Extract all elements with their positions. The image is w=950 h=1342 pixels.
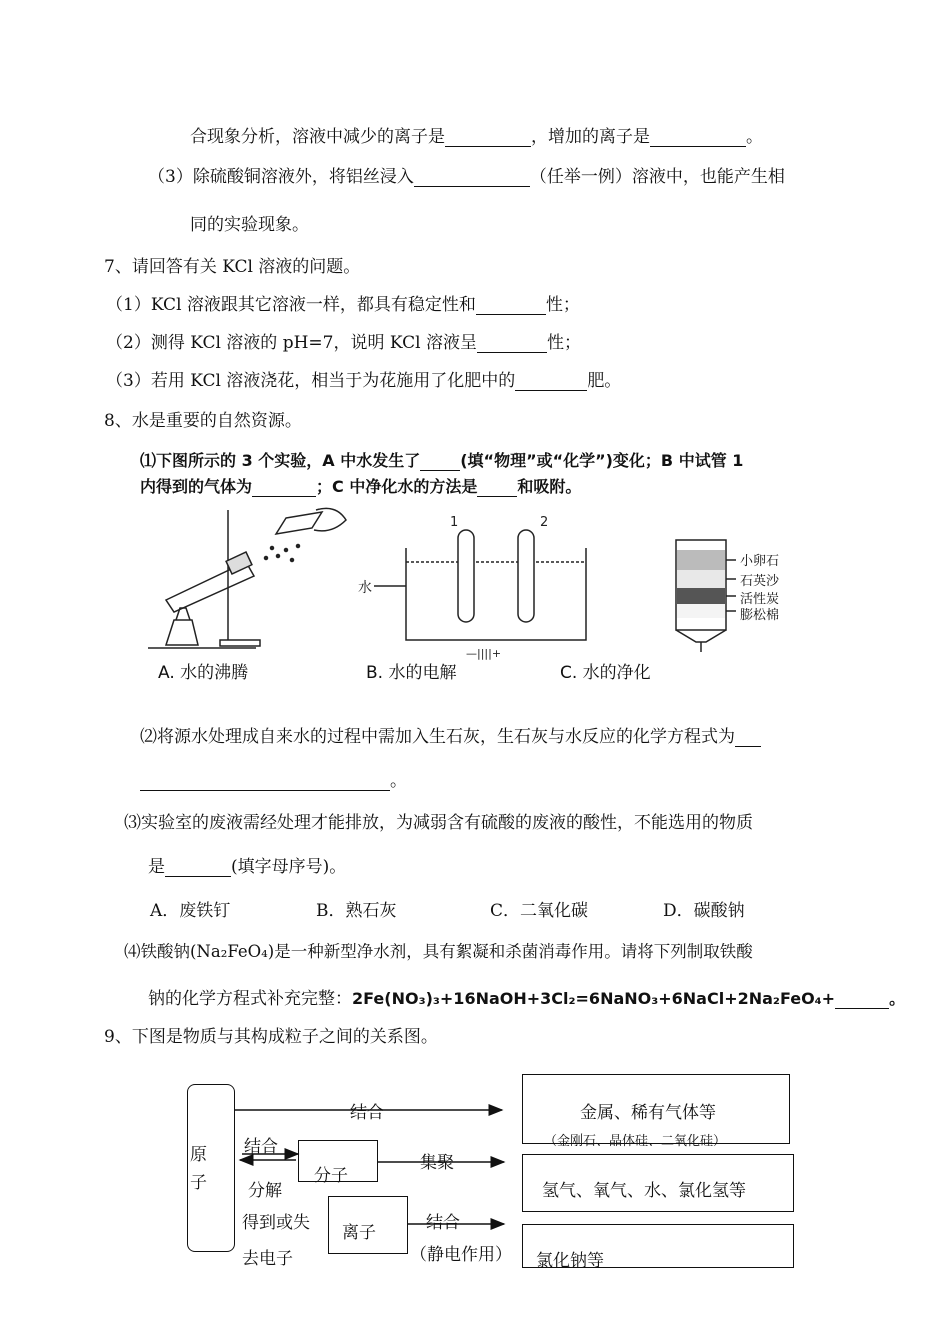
q6-line-3: 同的实验现象。 <box>190 215 309 235</box>
answer-blank[interactable] <box>477 335 547 353</box>
q9-title: 9、下图是物质与其构成粒子之间的关系图。 <box>104 1027 438 1047</box>
q7-title: 7、请回答有关 KCl 溶液的问题。 <box>104 257 361 277</box>
q8-sub2-line-2: 。 <box>140 766 407 791</box>
molecule-label: 分子 <box>314 1166 348 1186</box>
answer-blank[interactable] <box>650 129 746 147</box>
answer-blank[interactable] <box>515 373 587 391</box>
figure-caption-a: A. 水的沸腾 <box>158 663 249 683</box>
answer-blank[interactable] <box>476 297 546 315</box>
arrow-label-gather: 集聚 <box>420 1153 454 1173</box>
metal-sublabel: （金刚石、晶体硅、二氧化硅） <box>544 1134 727 1149</box>
atom-label-1: 原 <box>190 1145 207 1165</box>
arrow-label-combine-ion: 结合 <box>426 1213 460 1233</box>
option-c[interactable]: C．二氧化碳 <box>490 901 589 921</box>
figure-caption-c: C. 水的净化 <box>560 663 651 683</box>
ionic-substance-label: 氯化钠等 <box>536 1251 604 1271</box>
battery-label: —||||+ <box>466 647 502 660</box>
arrow-label-decompose: 分解 <box>248 1181 282 1201</box>
q8-sub3-line-1: ⑶实验室的废液需经处理才能排放，为减弱含有硫酸的废液的酸性，不能选用的物质 <box>124 813 753 833</box>
answer-blank[interactable] <box>735 729 761 747</box>
answer-blank[interactable] <box>140 773 390 791</box>
q8-sub2-line-1: ⑵将源水处理成自来水的过程中需加入生石灰，生石灰与水反应的化学方程式为 <box>140 722 761 747</box>
tube-1-label: 1 <box>450 515 459 530</box>
q8-sub4-line-1: ⑷铁酸钠(Na₂FeO₄)是一种新型净水剂，具有絮凝和杀菌消毒作用。请将下列制取铁酸 <box>124 942 753 961</box>
option-a[interactable]: A．废铁钉 <box>150 901 231 921</box>
boiling-apparatus <box>148 508 346 648</box>
q8-sub1-line-2: 内得到的气体为 ；C 中净化水的方法是 和吸附。 <box>140 477 582 496</box>
answer-blank[interactable] <box>445 129 531 147</box>
tube-2-label: 2 <box>540 515 549 530</box>
metal-label: 金属、稀有气体等 <box>580 1103 716 1123</box>
purifier-layer-1: 小卵石 <box>740 554 780 569</box>
arrow-label-combine-molecule: 结合 <box>244 1137 278 1157</box>
equation: 2Fe(NO₃)₃+16NaOH+3Cl₂=6NaNO₃+6NaCl+2Na₂FeO₄+ <box>352 989 836 1008</box>
purifier-layer-4: 膨松棉 <box>740 608 780 623</box>
answer-blank[interactable] <box>477 479 517 497</box>
arrow-label-electrostatic: （静电作用） <box>410 1245 512 1265</box>
q6-line-1: 合现象分析，溶液中减少的离子是 ，增加的离子是 。 <box>190 127 763 147</box>
q8-sub1-line-1: ⑴下图所示的 3 个实验，A 中水发生了 (填“物理”或“化学”)变化；B 中试管 1 <box>140 451 744 470</box>
experiment-figure <box>136 500 826 660</box>
q7-item-3: （3）若用 KCl 溶液浇花，相当于为花施用了化肥中的 肥。 <box>106 371 622 391</box>
arrow-label-electron-2: 去电子 <box>242 1249 293 1269</box>
q6-line-2: （3）除硫酸铜溶液外，将铝丝浸入 （任举一例）溶液中，也能产生相 <box>148 167 785 187</box>
q8-title: 8、水是重要的自然资源。 <box>104 411 302 431</box>
molecular-substance-label: 氢气、氧气、水、氯化氢等 <box>542 1181 746 1201</box>
option-b[interactable]: B．熟石灰 <box>316 901 397 921</box>
option-d[interactable]: D．碳酸钠 <box>663 901 745 921</box>
ion-label: 离子 <box>342 1223 376 1243</box>
answer-blank[interactable] <box>165 859 231 877</box>
answer-blank[interactable] <box>252 479 316 497</box>
q8-sub3-line-2: 是 (填字母序号)。 <box>148 857 347 877</box>
purifier-layer-3: 活性炭 <box>740 592 780 607</box>
arrow-label-combine-top: 结合 <box>350 1103 384 1123</box>
q8-sub4-line-2: 钠的化学方程式补充完整：2Fe(NO₃)₃+16NaOH+3Cl₂=6NaNO₃+6NaCl+2Na₂FeO₄+ 。 <box>148 989 906 1009</box>
q7-item-1: （1）KCl 溶液跟其它溶液一样，都具有稳定性和 性； <box>106 295 580 315</box>
q7-item-2: （2）测得 KCl 溶液的 pH=7，说明 KCl 溶液呈 性； <box>106 333 581 353</box>
atom-label-2: 子 <box>190 1173 207 1193</box>
purifier-layer-2: 石英沙 <box>740 574 780 589</box>
answer-blank[interactable] <box>835 991 889 1009</box>
electrolysis-apparatus <box>358 515 586 660</box>
water-label: 水 <box>358 580 372 596</box>
figure-caption-b: B. 水的电解 <box>366 663 457 683</box>
arrow-label-electron-1: 得到或失 <box>242 1213 310 1233</box>
purifier-apparatus <box>676 540 736 652</box>
answer-blank[interactable] <box>420 453 460 471</box>
answer-blank[interactable] <box>414 169 530 187</box>
